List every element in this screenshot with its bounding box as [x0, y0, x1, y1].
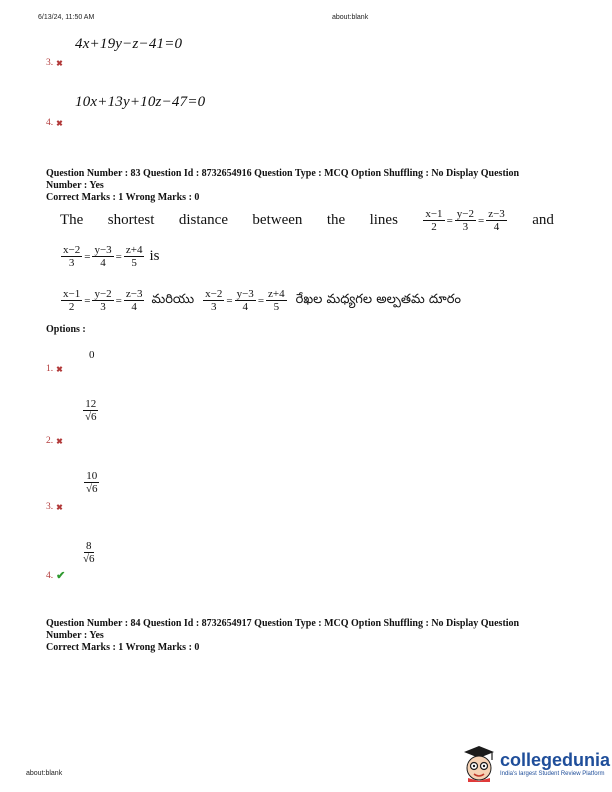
option-2 — [46, 436, 63, 446]
option-number: 3. — [46, 58, 54, 68]
option-4 — [46, 569, 65, 582]
fraction: $\frac{y-2}{3}$ — [94, 288, 112, 313]
option-number: 4. — [46, 570, 54, 581]
prev-option-4 — [46, 118, 63, 128]
fraction: $\frac{y-2}{3}$ — [456, 208, 474, 233]
fraction: $\frac{y-3}{4}$ — [236, 288, 254, 313]
fraction: $\frac{x-1}{2}$ — [425, 208, 443, 233]
question-meta-line2: Number : Yes — [46, 180, 104, 191]
line2-equation: $\frac{x-2}{3}$ = $\frac{y-3}{4}$ = $\frac{z+4}{5}$ — [63, 244, 143, 269]
question-word: the — [326, 212, 346, 228]
question-word: between — [252, 212, 303, 228]
wrong-icon: ✖ — [56, 502, 63, 512]
option-1 — [46, 364, 63, 374]
question-marks: Correct Marks : 1 Wrong Marks : 0 — [46, 642, 200, 653]
question-word: shortest — [107, 212, 155, 228]
option-number: 1. — [46, 364, 54, 374]
option-3-value: $\frac{10}{√6}$ — [86, 470, 98, 495]
fraction: $\frac{z+4}{5}$ — [125, 244, 143, 269]
mascot-icon — [462, 744, 496, 782]
question-83-text-te — [60, 288, 461, 313]
question-meta-line2: Number : Yes — [46, 630, 104, 641]
question-word-and: and — [532, 212, 554, 228]
print-page-title: about:blank — [332, 14, 369, 21]
logo-tagline: India's largest Student Review Platform — [500, 770, 605, 777]
option-1-value: 0 — [89, 349, 95, 361]
question-word: lines — [369, 212, 398, 228]
question-84-meta — [46, 618, 586, 654]
logo-wordmark: collegedunia — [500, 749, 611, 770]
options-label: Options : — [46, 324, 86, 335]
wrong-icon: ✖ — [56, 118, 63, 128]
check-icon: ✔ — [56, 570, 66, 582]
fraction: $\frac{y-3}{4}$ — [94, 244, 112, 269]
print-datetime: 6/13/24, 11:50 AM — [38, 14, 95, 21]
fraction: $\frac{x-2}{3}$ — [205, 288, 223, 313]
telugu-question-rest: రేఖల మధ్యగల అల్పతమ దూరం — [295, 291, 462, 307]
fraction: $\frac{x-1}{2}$ — [63, 288, 81, 313]
prev-option-3-expression: 4x+19y−z−41=0 — [75, 36, 183, 52]
question-meta-line1: Question Number : 83 Question Id : 8732654916 Question Type : MCQ Option Shuffling : No Display Question — [46, 168, 520, 179]
option-3 — [46, 502, 63, 512]
question-83-text-en-line1 — [60, 208, 554, 233]
fraction: $\frac{z-3}{4}$ — [488, 208, 505, 233]
question-word-is: is — [149, 248, 160, 264]
option-number: 2. — [46, 436, 54, 446]
option-number: 3. — [46, 502, 54, 512]
line1-equation: $\frac{x-1}{2}$ = $\frac{y-2}{3}$ = $\frac{z-3}{4}$ — [425, 208, 505, 233]
option-number: 4. — [46, 118, 54, 128]
question-word: The — [60, 212, 84, 228]
fraction: $\frac{z+4}{5}$ — [268, 288, 285, 313]
question-83-text-en-line2 — [60, 244, 159, 269]
print-footer-url: about:blank — [26, 770, 63, 777]
collegedunia-logo — [462, 744, 610, 782]
option-4-value: $\frac{8}{√6}$ — [83, 540, 95, 565]
te-line2-equation: $\frac{x-2}{3}$ = $\frac{y-3}{4}$ = $\frac{z+4}{5}$ — [205, 288, 285, 313]
question-83-meta — [46, 168, 586, 204]
question-marks: Correct Marks : 1 Wrong Marks : 0 — [46, 192, 200, 203]
wrong-icon: ✖ — [56, 58, 63, 68]
fraction: $\frac{z-3}{4}$ — [125, 288, 143, 313]
wrong-icon: ✖ — [56, 436, 63, 446]
option-2-value: $\frac{12}{√6}$ — [85, 398, 97, 423]
te-line1-equation: $\frac{x-1}{2}$ = $\frac{y-2}{3}$ = $\frac{z-3}{4}$ — [63, 288, 143, 313]
question-meta-line1: Question Number : 84 Question Id : 8732654917 Question Type : MCQ Option Shuffling : No Display Question — [46, 618, 520, 629]
telugu-mariyu: మరియు — [151, 291, 195, 307]
question-word: distance — [178, 212, 228, 228]
prev-option-3 — [46, 58, 63, 68]
prev-option-4-expression: 10x+13y+10z−47=0 — [75, 94, 206, 110]
wrong-icon: ✖ — [56, 364, 63, 374]
fraction: $\frac{x-2}{3}$ — [63, 244, 81, 269]
